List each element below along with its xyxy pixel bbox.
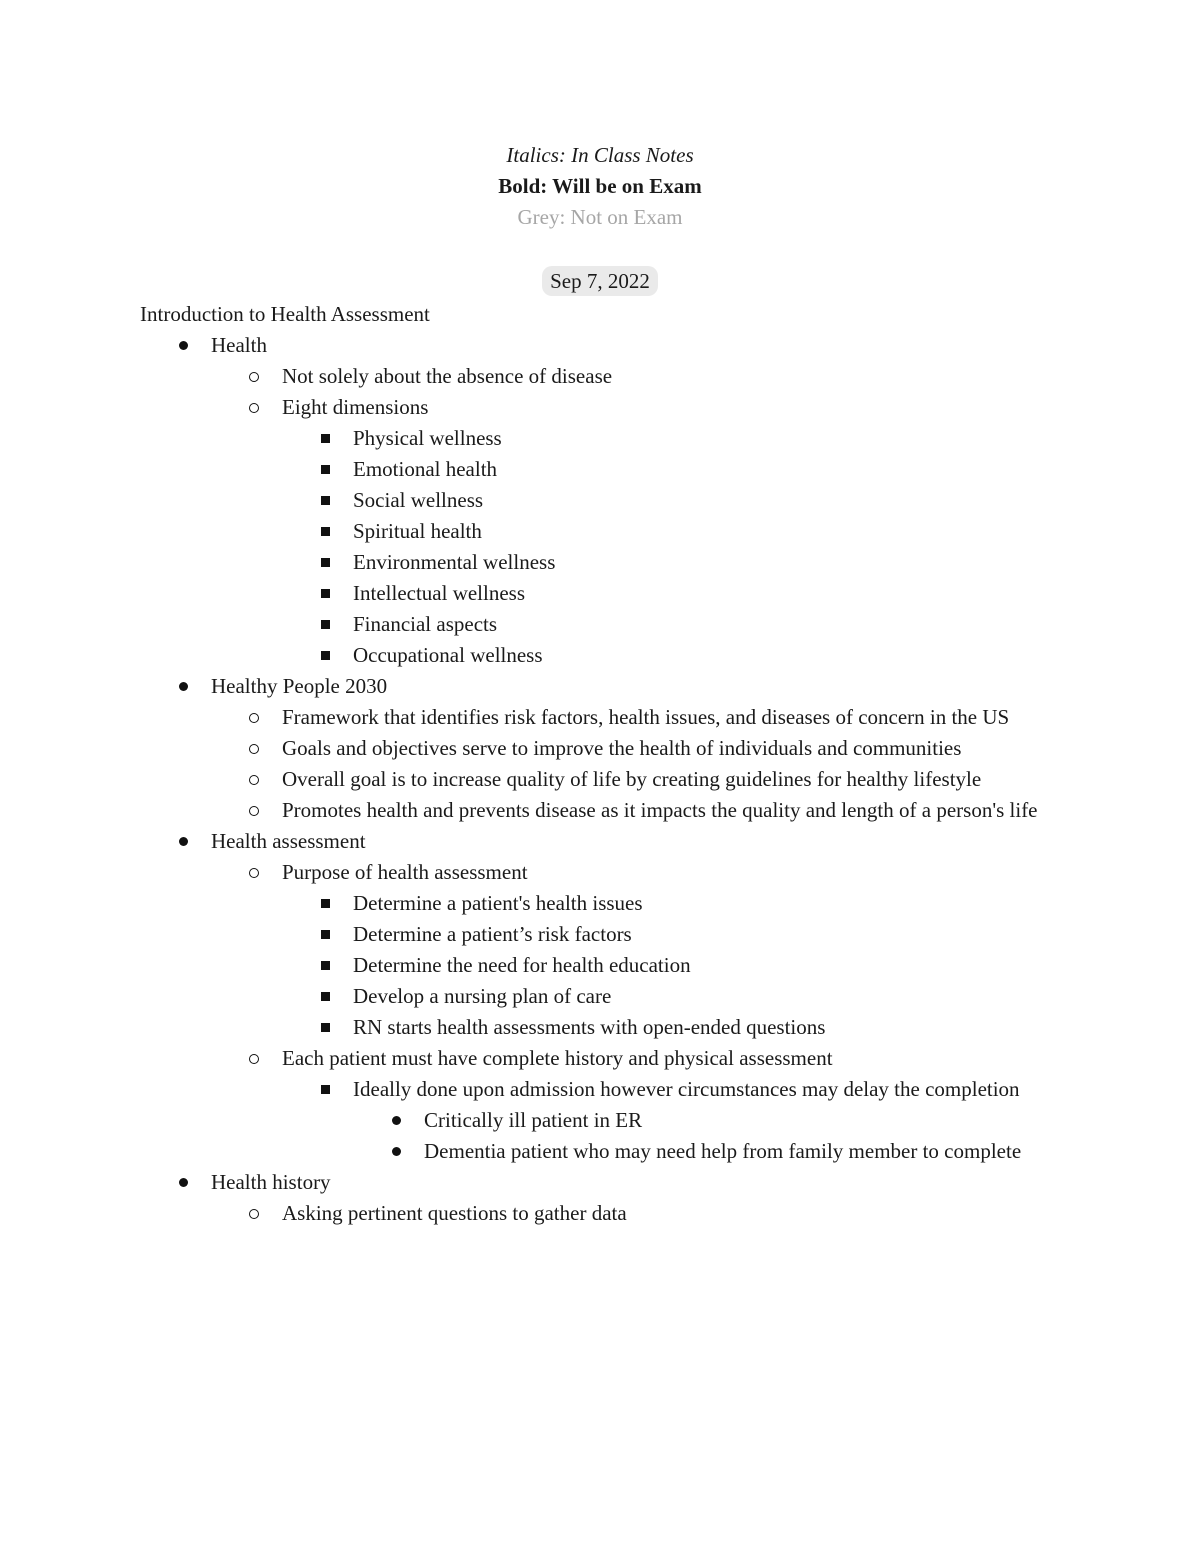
list-item-label: Occupational wellness	[353, 643, 543, 667]
bullet-circle-icon	[244, 733, 264, 764]
list-item-health-assessment	[140, 826, 1060, 1167]
sub-list	[211, 702, 1060, 826]
list-item-label: Financial aspects	[353, 612, 498, 636]
list-item	[211, 764, 1060, 795]
list-item	[211, 392, 1060, 671]
sub-list	[282, 888, 1060, 1043]
bullet-dot-icon	[173, 826, 193, 857]
list-item-label: Asking pertinent questions to gather data	[282, 1201, 627, 1225]
bullet-square-icon	[315, 547, 335, 578]
list-item-label: Each patient must have complete history and physical assessment	[282, 1046, 833, 1070]
bullet-circle-icon	[244, 361, 264, 392]
list-item-label: Health	[211, 333, 267, 357]
bullet-square-icon	[315, 516, 335, 547]
date-chip[interactable]: Sep 7, 2022	[542, 266, 658, 296]
legend-bold: Bold: Will be on Exam	[498, 174, 702, 198]
list-item-label: Dementia patient who may need help from family member to complete	[424, 1139, 1022, 1163]
bullet-circle-icon	[244, 857, 264, 888]
list-item	[211, 733, 1060, 764]
list-item-label: Framework that identifies risk factors, health issues, and diseases of concern in the US	[282, 705, 1010, 729]
bullet-circle-icon	[244, 1043, 264, 1074]
list-item-label: Goals and objectives serve to improve the health of individuals and communities	[282, 736, 962, 760]
list-item-label: Purpose of health assessment	[282, 860, 528, 884]
list-item-label: Not solely about the absence of disease	[282, 364, 613, 388]
notes-content	[140, 299, 1060, 1229]
sub-list	[282, 423, 1060, 671]
list-item	[282, 981, 1060, 1012]
bullet-square-icon	[315, 454, 335, 485]
list-item-label: Develop a nursing plan of care	[353, 984, 612, 1008]
bullet-square-icon	[315, 919, 335, 950]
list-item-label: Promotes health and prevents disease as it impacts the quality and length of a person's life	[282, 798, 1038, 822]
list-item-health	[140, 330, 1060, 671]
list-item	[282, 609, 1060, 640]
list-item-label: Emotional health	[353, 457, 498, 481]
list-item-label: Determine a patient’s risk factors	[353, 922, 632, 946]
list-item	[353, 1136, 1060, 1167]
bullet-square-icon	[315, 1012, 335, 1043]
list-item-label: Health history	[211, 1170, 331, 1194]
bullet-square-icon	[315, 888, 335, 919]
list-item	[282, 516, 1060, 547]
legend-grey: Grey: Not on Exam	[517, 205, 683, 229]
bullet-dot-icon	[173, 1167, 193, 1198]
list-item	[282, 950, 1060, 981]
date-row	[0, 266, 1200, 296]
list-item-label: Determine a patient's health issues	[353, 891, 643, 915]
list-item	[282, 640, 1060, 671]
bullet-circle-icon	[244, 764, 264, 795]
bullet-square-icon	[315, 1074, 335, 1105]
bullet-dot-icon	[173, 671, 193, 702]
bullet-square-icon	[315, 609, 335, 640]
bullet-dot-icon	[386, 1105, 406, 1136]
list-item	[282, 485, 1060, 516]
bullet-square-icon	[315, 578, 335, 609]
list-item	[282, 1012, 1060, 1043]
list-item-label: Determine the need for health education	[353, 953, 691, 977]
bullet-square-icon	[315, 485, 335, 516]
bullet-dot-icon	[386, 1136, 406, 1167]
legend-italic: Italics: In Class Notes	[506, 143, 694, 167]
list-item-label: Overall goal is to increase quality of life by creating guidelines for healthy lifestyle	[282, 767, 982, 791]
bullet-dot-icon	[173, 330, 193, 361]
list-item-label: Physical wellness	[353, 426, 502, 450]
list-item-label: Eight dimensions	[282, 395, 429, 419]
bullet-square-icon	[315, 640, 335, 671]
bullet-square-icon	[315, 981, 335, 1012]
list-item-label: RN starts health assessments with open-ended questions	[353, 1015, 826, 1039]
bullet-circle-icon	[244, 795, 264, 826]
list-item	[282, 1074, 1060, 1167]
list-item-label: Health assessment	[211, 829, 366, 853]
bullet-square-icon	[315, 423, 335, 454]
list-item-label: Ideally done upon admission however circumstances may delay the completion	[353, 1077, 1020, 1101]
bullet-circle-icon	[244, 1198, 264, 1229]
list-item-label: Social wellness	[353, 488, 484, 512]
section-title: Introduction to Health Assessment	[140, 302, 430, 326]
bullet-square-icon	[315, 950, 335, 981]
sub-list	[353, 1105, 1060, 1167]
list-item	[211, 1198, 1060, 1229]
list-item-health-history	[140, 1167, 1060, 1229]
formatting-legend	[0, 140, 1200, 233]
list-item-label: Critically ill patient in ER	[424, 1108, 643, 1132]
list-item-healthy-people	[140, 671, 1060, 826]
list-item	[211, 361, 1060, 392]
sub-list	[211, 361, 1060, 671]
bullet-circle-icon	[244, 392, 264, 423]
list-item	[211, 1043, 1060, 1167]
list-item	[282, 888, 1060, 919]
sub-list	[282, 1074, 1060, 1167]
list-item	[211, 857, 1060, 1043]
sub-list	[211, 857, 1060, 1167]
sub-list	[211, 1198, 1060, 1229]
top-level-list	[140, 330, 1060, 1229]
list-item	[211, 795, 1060, 826]
list-item-label: Healthy People 2030	[211, 674, 388, 698]
list-item	[282, 919, 1060, 950]
list-item-label: Environmental wellness	[353, 550, 556, 574]
list-item	[282, 547, 1060, 578]
list-item	[282, 454, 1060, 485]
list-item-label: Intellectual wellness	[353, 581, 526, 605]
list-item	[211, 702, 1060, 733]
list-item	[282, 578, 1060, 609]
list-item	[353, 1105, 1060, 1136]
list-item-label: Spiritual health	[353, 519, 482, 543]
bullet-circle-icon	[244, 702, 264, 733]
list-item	[282, 423, 1060, 454]
